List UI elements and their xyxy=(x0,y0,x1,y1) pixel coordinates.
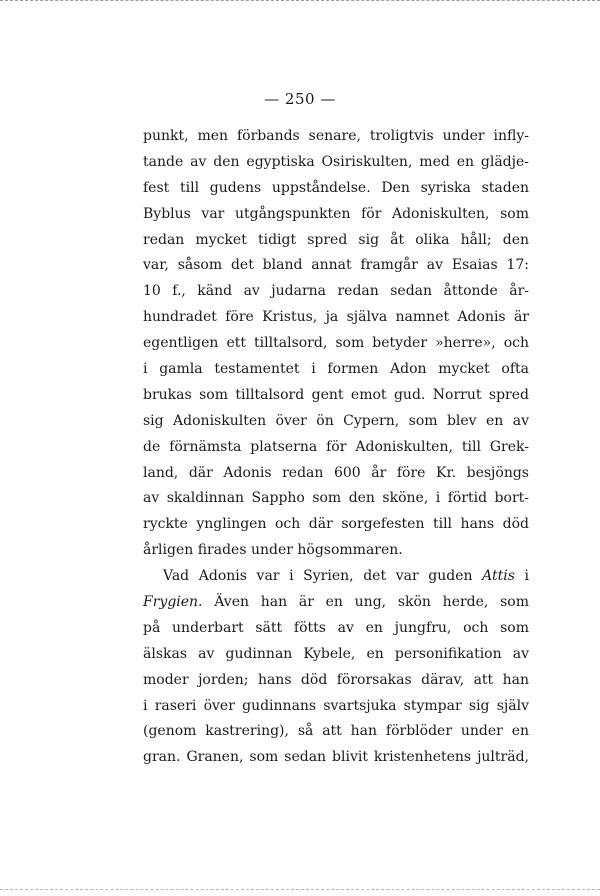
text-line: egentligen ett tilltalsord, som betyder »herre», och xyxy=(143,335,529,352)
text-line: redan mycket tidigt spred sig åt olika håll; den xyxy=(143,231,529,248)
text-line: tande av den egyptiska Osiriskulten, med en glädje- xyxy=(143,153,529,170)
paragraph-2 xyxy=(143,564,529,771)
text-line: land, där Adonis redan 600 år före Kr. besjöngs xyxy=(143,464,529,481)
text-line: sig Adoniskulten över ön Cypern, som blev en av xyxy=(143,412,529,429)
text-line xyxy=(143,564,529,590)
text-run: i xyxy=(524,568,530,585)
text-line: punkt, men förbands senare, troligtvis under infly- xyxy=(143,128,529,144)
emphasized-term: Frygien. xyxy=(143,594,203,611)
text-run: Även han är en ung, skön herde, som xyxy=(214,594,529,611)
text-line: var, såsom det bland annat framgår av Esaias 17: xyxy=(143,257,529,274)
text-line: gran. Granen, som sedan blivit kristenhetens julträd, xyxy=(143,749,529,766)
text-line: av skaldinnan Sappho som den sköne, i förtid bort- xyxy=(143,490,529,507)
bottom-page-edge xyxy=(0,889,600,890)
text-line: ryckte ynglingen och där sorgefesten till hans död xyxy=(143,516,529,533)
page-number: — 250 — xyxy=(264,90,336,108)
emphasized-term: Attis xyxy=(482,568,515,585)
top-page-edge xyxy=(0,0,600,1)
text-line: årligen firades under högsommaren. xyxy=(143,542,403,559)
text-line xyxy=(143,590,529,616)
text-line: Byblus var utgångspunkten för Adoniskulten, som xyxy=(143,205,529,222)
text-line: på underbart sätt fötts av en jungfru, och som xyxy=(143,619,529,636)
text-line: hundradet före Kristus, ja själva namnet Adonis är xyxy=(143,309,529,326)
text-line: i raseri över gudinnans svartsjuka stympar sig själv xyxy=(143,697,529,714)
body-text xyxy=(143,124,529,771)
text-line: fest till gudens uppståndelse. Den syriska staden xyxy=(143,179,529,196)
text-line: i gamla testamentet i formen Adon mycket ofta xyxy=(143,361,529,378)
text-line: (genom kastrering), så att han förblöder under en xyxy=(143,723,529,740)
text-line: brukas som tilltalsord gent emot gud. Norrut spred xyxy=(143,386,529,403)
text-line: älskas av gudinnan Kybele, en personifikation av xyxy=(143,645,529,662)
text-run: Vad Adonis var i Syrien, det var guden xyxy=(163,568,473,585)
text-line: de förnämsta platserna för Adoniskulten, till Grek- xyxy=(143,438,529,455)
text-line: moder jorden; hans död förorsakas därav, att han xyxy=(143,671,529,688)
paragraph-1 xyxy=(143,124,529,564)
text-line: 10 f., känd av judarna redan sedan åttonde år- xyxy=(143,283,529,300)
